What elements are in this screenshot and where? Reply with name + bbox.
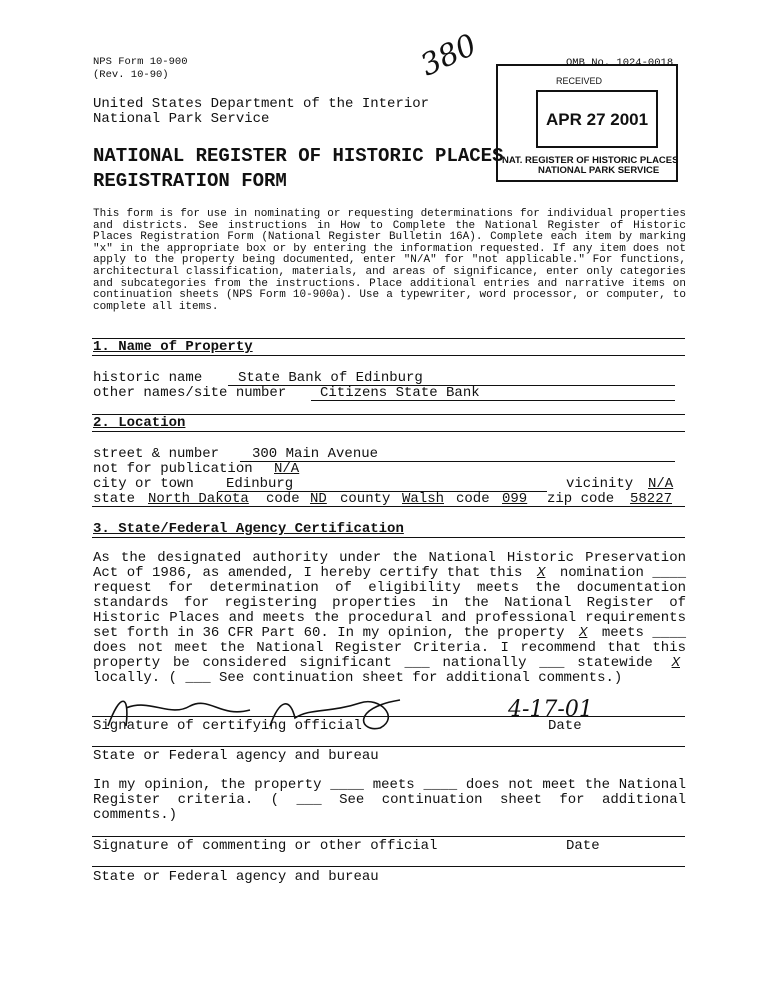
- cert-text-1: As the designated authority under the National Historic Preservation Act of 1986, as amended, I hereby certify that this: [93, 550, 686, 581]
- stamp-received: RECEIVED: [556, 76, 603, 86]
- meets-mark: X: [578, 625, 588, 641]
- county-code-value: 099: [502, 491, 528, 507]
- not-for-publication-value: N/A: [274, 461, 300, 477]
- section1-heading: 1. Name of Property: [93, 339, 253, 355]
- cert-text-2: nomination ____ request for determination of eligibility meets the documentation standards for registering properties in the National Register of Historic Places and meets the procedural and professional requirements set forth in 36 CFR Part 60. In my opinion, the property: [93, 565, 686, 641]
- street-value: 300 Main Avenue: [252, 446, 379, 462]
- section2-heading: 2. Location: [93, 415, 186, 431]
- intro-instructions: This form is for use in nominating or requesting determinations for individual properties and districts. See instructions in How to Complete the National Register of Historic Places Registration Form (National Register Bulletin 16A). Complete each item by marking "x" in the appropriate box or by entering the information requested. If any item does not apply to the property being documented, enter "N/A" for "not applicable." For functions, architectural classification, materials, and areas of significance, enter only categories and subcategories from the instructions. Place additional entries and narrative items on continuation sheets (NPS Form 10-900a). Use a typewriter, word processor, or computer, to complete all items.: [93, 208, 686, 313]
- signed-date: 4-17-01: [508, 697, 593, 722]
- street-label: street & number: [93, 446, 220, 462]
- commenting-date-label: Date: [566, 838, 600, 854]
- county-value: Walsh: [402, 491, 445, 507]
- state-value: North Dakota: [148, 491, 249, 507]
- county-label: county: [340, 491, 391, 507]
- cert-text-4: locally. ( ___ See continuation sheet for additional comments.): [93, 670, 623, 686]
- other-names-label: other names/site number: [93, 385, 287, 401]
- form-title: NATIONAL REGISTER OF HISTORIC PLACES: [93, 145, 504, 167]
- city-value: Edinburg: [226, 476, 294, 492]
- nomination-mark: X: [536, 565, 546, 581]
- historic-name-label: historic name: [93, 370, 203, 386]
- state-code-value: ND: [310, 491, 327, 507]
- received-stamp: [496, 64, 678, 182]
- locally-mark: X: [671, 655, 680, 671]
- certifying-bureau-label: State or Federal agency and bureau: [93, 748, 379, 764]
- vicinity-label: vicinity: [566, 476, 634, 492]
- certifying-date-label: Date: [548, 718, 582, 734]
- vicinity-value: N/A: [648, 476, 674, 492]
- handwritten-number: 380: [415, 27, 482, 84]
- commenting-bureau-label: State or Federal agency and bureau: [93, 869, 379, 885]
- opinion-text: In my opinion, the property ____ meets ____ does not meet the National Register criteria. ( ___ See continuation sheet for additional comments.): [93, 777, 686, 823]
- stamp-line1: NAT. REGISTER OF HISTORIC PLACES: [502, 155, 679, 166]
- stamp-date: APR 27 2001: [546, 110, 649, 129]
- form-subtitle: REGISTRATION FORM: [93, 170, 287, 192]
- not-for-publication-label: not for publication: [93, 461, 253, 477]
- zip-label: zip code: [547, 491, 615, 507]
- omb-number: OMB No. 1024-0018: [566, 57, 674, 69]
- zip-value: 58227: [630, 491, 673, 507]
- section3-heading: 3. State/Federal Agency Certification: [93, 521, 404, 537]
- certifying-signature-label: Signature of certifying official: [93, 718, 362, 734]
- certification-text: [93, 551, 686, 686]
- commenting-signature-label: Signature of commenting or other official: [93, 838, 438, 854]
- other-names-value: Citizens State Bank: [320, 385, 480, 401]
- cert-text-3: meets ____ does not meet the National Register Criteria. I recommend that this property be considered significant ___ nationally ___ statewide: [93, 625, 686, 671]
- historic-name-value: State Bank of Edinburg: [238, 370, 423, 386]
- state-code-label: code: [266, 491, 300, 507]
- city-label: city or town: [93, 476, 194, 492]
- department-name: United States Department of the Interior: [93, 96, 430, 112]
- county-code-label: code: [456, 491, 490, 507]
- state-label: state: [93, 491, 136, 507]
- stamp-line2: NATIONAL PARK SERVICE: [538, 165, 660, 176]
- form-revision: (Rev. 10-90): [93, 69, 169, 81]
- service-name: National Park Service: [93, 111, 270, 127]
- form-number: NPS Form 10-900: [93, 56, 188, 68]
